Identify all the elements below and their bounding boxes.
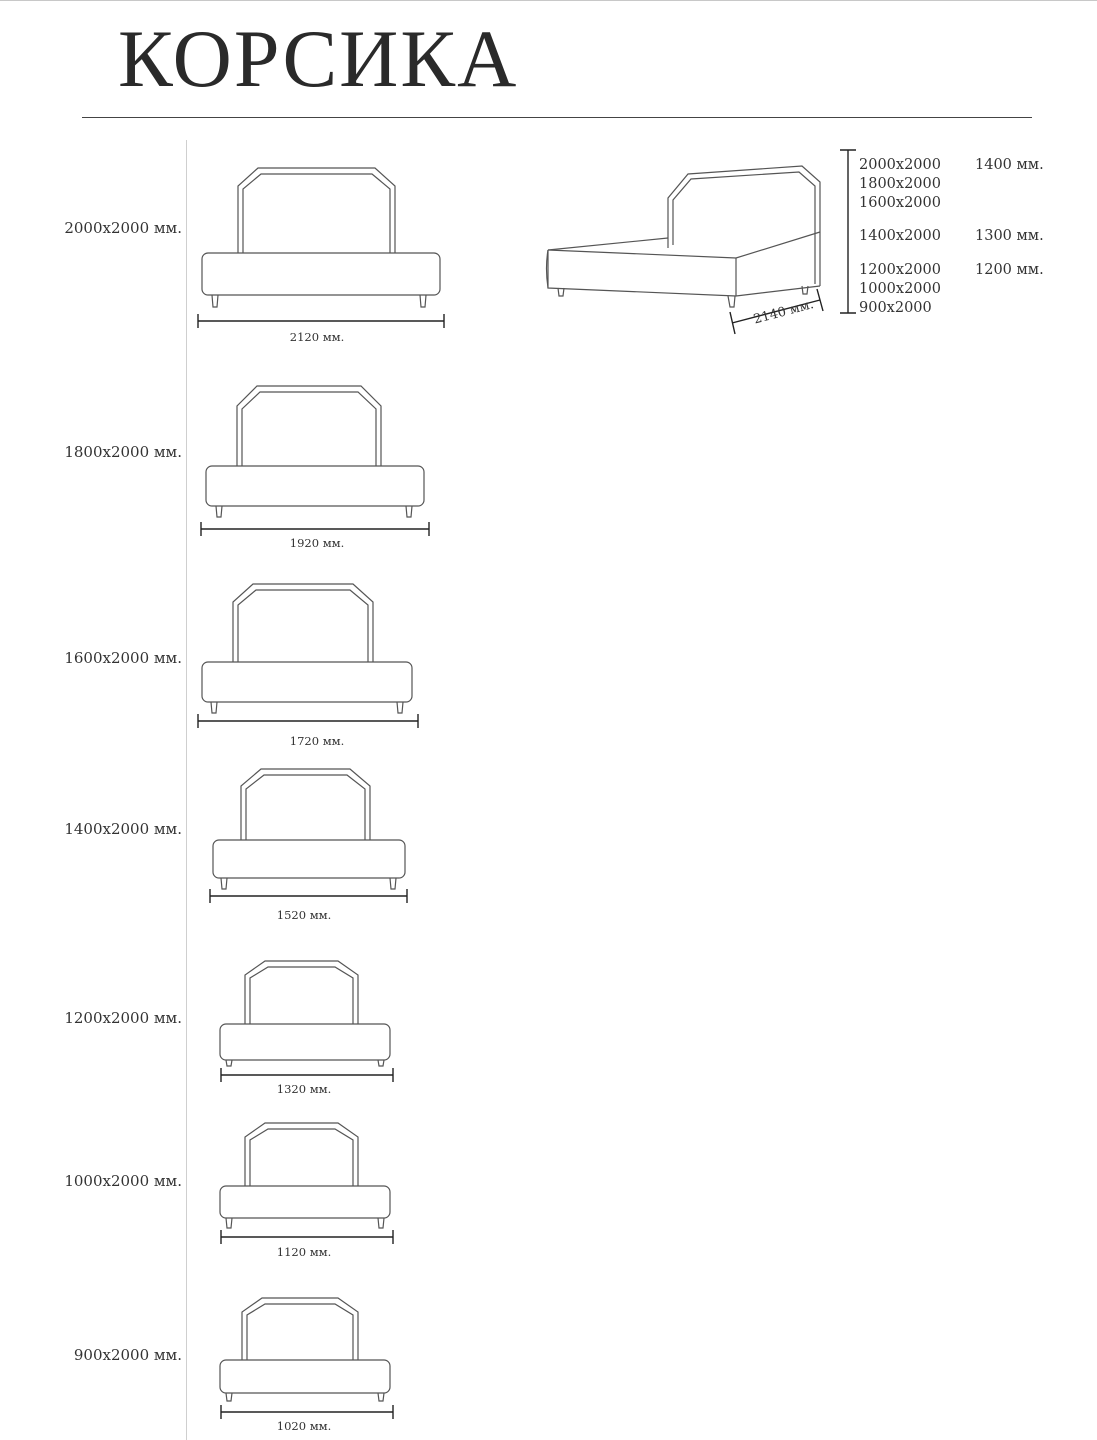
width-label-1600: 1720 мм. <box>289 734 345 748</box>
perspective-length-label: 2140 мм. <box>752 297 816 328</box>
top-border <box>0 0 1097 1</box>
width-label-2000: 2120 мм. <box>289 330 345 344</box>
bed-front-2000 <box>190 160 460 350</box>
height-table-size: 900x2000 <box>859 300 932 316</box>
height-table-size: 1800x2000 <box>859 176 941 192</box>
height-table-size: 2000x2000 <box>859 157 941 173</box>
bed-front-1000 <box>212 1118 412 1248</box>
bed-perspective-view <box>540 140 870 340</box>
width-label-1000: 1120 мм. <box>276 1245 332 1259</box>
height-table-value: 1200 мм. <box>975 262 1044 278</box>
bed-front-1400 <box>200 764 420 914</box>
height-table-value: 1300 мм. <box>975 228 1044 244</box>
height-table-size: 1000x2000 <box>859 281 941 297</box>
size-label-1800: 1800x2000 мм. <box>64 443 182 461</box>
bed-front-1800 <box>195 380 445 540</box>
size-label-1400: 1400x2000 мм. <box>64 820 182 838</box>
height-table-value: 1400 мм. <box>975 157 1044 173</box>
height-table-size: 1400x2000 <box>859 228 941 244</box>
size-label-1200: 1200x2000 мм. <box>64 1009 182 1027</box>
title-divider <box>82 117 1032 118</box>
column-divider <box>186 140 187 1440</box>
width-label-900: 1020 мм. <box>276 1419 332 1433</box>
size-label-2000: 2000x2000 мм. <box>64 219 182 237</box>
width-label-1400: 1520 мм. <box>276 908 332 922</box>
size-label-1600: 1600x2000 мм. <box>64 649 182 667</box>
width-label-1800: 1920 мм. <box>289 536 345 550</box>
height-table-size: 1200x2000 <box>859 262 941 278</box>
bed-front-900 <box>212 1293 412 1427</box>
width-label-1200: 1320 мм. <box>276 1082 332 1096</box>
height-table-size: 1600x2000 <box>859 195 941 211</box>
page-title: КОРСИКА <box>118 13 519 104</box>
bed-front-1200 <box>212 956 412 1086</box>
bed-front-1600 <box>190 578 430 738</box>
size-label-1000: 1000x2000 мм. <box>64 1172 182 1190</box>
size-label-900: 900x2000 мм. <box>73 1346 182 1364</box>
